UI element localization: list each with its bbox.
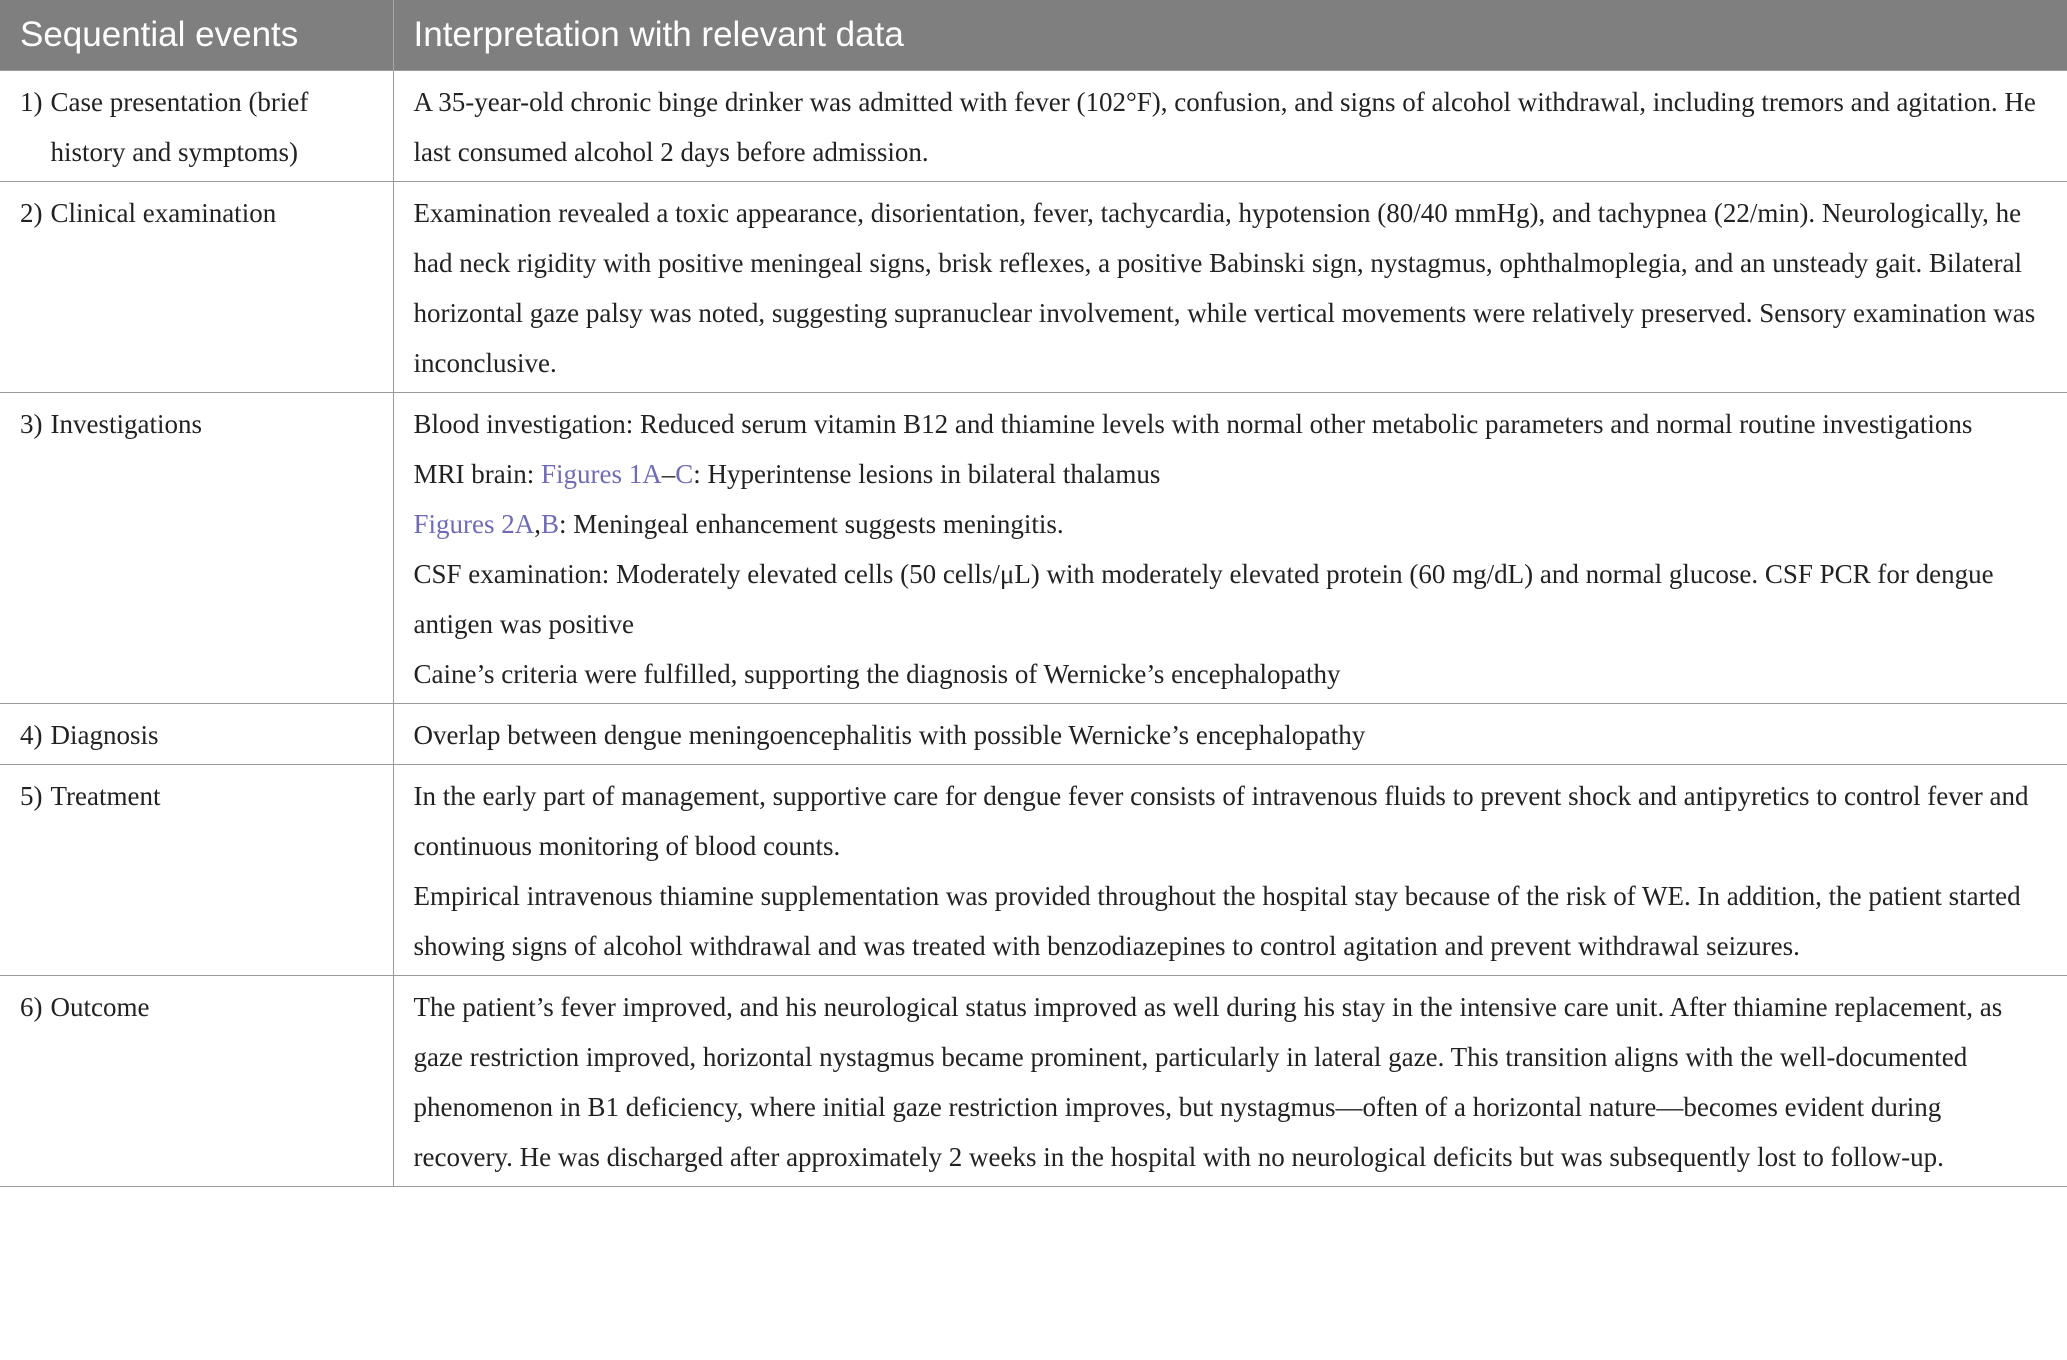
interpretation-cell: [393, 392, 2067, 703]
table-row: [0, 975, 2067, 1186]
interpretation-text: Examination revealed a toxic appearance, disorientation, fever, tachycardia, hypotension (80/40 mmHg), and tachypnea (22/min). Neurologically, he had neck rigidity with positive meningeal signs, brisk reflexes, a positive Babinski sign, nystagmus, ophthalmoplegia, and an unsteady gait. Bilateral horizontal gaze palsy was noted, suggesting supranuclear involvement, while vertical movements were relatively preserved. Sensory examination was inconclusive.: [413, 197, 2036, 378]
event-label: [20, 188, 373, 238]
figure-1c-link[interactable]: C: [675, 458, 694, 489]
table-header: [0, 0, 2067, 70]
csf-examination-text: CSF examination: Moderately elevated cells (50 cells/μL) with moderately elevated protein (60 mg/dL) and normal glucose. CSF PCR for dengue antigen was positive: [413, 558, 1994, 639]
event-title: Diagnosis: [50, 719, 159, 750]
table-row: [0, 703, 2067, 764]
event-title: Investigations: [50, 408, 202, 439]
event-title: Outcome: [50, 991, 150, 1022]
figures-2-line: [414, 499, 2048, 549]
mri-brain-line: [414, 449, 2048, 499]
table-row: [0, 181, 2067, 392]
interpretation-cell: [393, 764, 2067, 975]
interpretation-text: A 35-year-old chronic binge drinker was admitted with fever (102°F), confusion, and signs of alcohol withdrawal, including tremors and agitation. He last consumed alcohol 2 days before admission.: [413, 86, 2036, 167]
event-number: 6): [20, 991, 43, 1022]
header-sequential-events: Sequential events: [0, 0, 393, 70]
event-title: Clinical examination: [50, 197, 277, 228]
event-label: [20, 982, 373, 1032]
event-number: 5): [20, 780, 43, 811]
event-title: Case presentation (brief history and symptoms): [50, 86, 309, 167]
header-interpretation: Interpretation with relevant data: [393, 0, 2067, 70]
fig2-comma: ,: [534, 508, 541, 539]
event-label: [20, 77, 373, 177]
event-number: 4): [20, 719, 43, 750]
event-number: 1): [20, 86, 43, 117]
event-number: 3): [20, 408, 43, 439]
event-cell: [0, 70, 393, 181]
event-cell: [0, 975, 393, 1186]
header-row: [0, 0, 2067, 70]
event-label: [20, 399, 373, 449]
interpretation-cell: [393, 975, 2067, 1186]
blood-investigation-text: Blood investigation: Reduced serum vitamin B12 and thiamine levels with normal other metabolic parameters and normal routine investigations: [413, 408, 1973, 439]
event-label: [20, 771, 373, 821]
caine-criteria-text: Caine’s criteria were fulfilled, supporting the diagnosis of Wernicke’s encephalopathy: [413, 658, 1341, 689]
fig2-suffix: : Meningeal enhancement suggests meningitis.: [559, 508, 1064, 539]
interpretation-cell: [393, 703, 2067, 764]
interpretation-text: Overlap between dengue meningoencephalitis with possible Wernicke’s encephalopathy: [413, 719, 1366, 750]
interpretation-cell: [393, 70, 2067, 181]
table-row: [0, 70, 2067, 181]
table-row: [0, 764, 2067, 975]
event-title: Treatment: [50, 780, 161, 811]
interpretation-text: Empirical intravenous thiamine supplementation was provided throughout the hospital stay because of the risk of WE. In addition, the patient started showing signs of alcohol withdrawal and was treated with benzodiazepines to control agitation and prevent withdrawal seizures.: [413, 880, 2021, 961]
mri-suffix: : Hyperintense lesions in bilateral thalamus: [693, 458, 1161, 489]
interpretation-text: The patient’s fever improved, and his neurological status improved as well during his stay in the intensive care unit. After thiamine replacement, as gaze restriction improved, horizontal nystagmus became prominent, particularly in lateral gaze. This transition aligns with the well-documented phenomenon in B1 deficiency, where initial gaze restriction improves, but nystagmus—often of a horizontal nature—becomes evident during recovery. He was discharged after approximately 2 weeks in the hospital with no neurological deficits but was subsequently lost to follow-up.: [413, 991, 2003, 1172]
table-row: [0, 392, 2067, 703]
event-cell: [0, 703, 393, 764]
event-label: [20, 710, 373, 760]
event-number: 2): [20, 197, 43, 228]
event-cell: [0, 392, 393, 703]
event-cell: [0, 181, 393, 392]
figures-1a-link[interactable]: Figures 1A: [541, 458, 662, 489]
event-cell: [0, 764, 393, 975]
figures-2a-link[interactable]: Figures 2A: [413, 508, 535, 539]
interpretation-cell: [393, 181, 2067, 392]
interpretation-text: In the early part of management, supportive care for dengue fever consists of intravenous fluids to prevent shock and antipyretics to control fever and continuous monitoring of blood counts.: [413, 780, 2029, 861]
table-body: [0, 70, 2067, 1186]
mri-prefix: MRI brain:: [413, 458, 541, 489]
mri-dash: –: [661, 458, 676, 489]
figure-2b-link[interactable]: B: [541, 508, 560, 539]
